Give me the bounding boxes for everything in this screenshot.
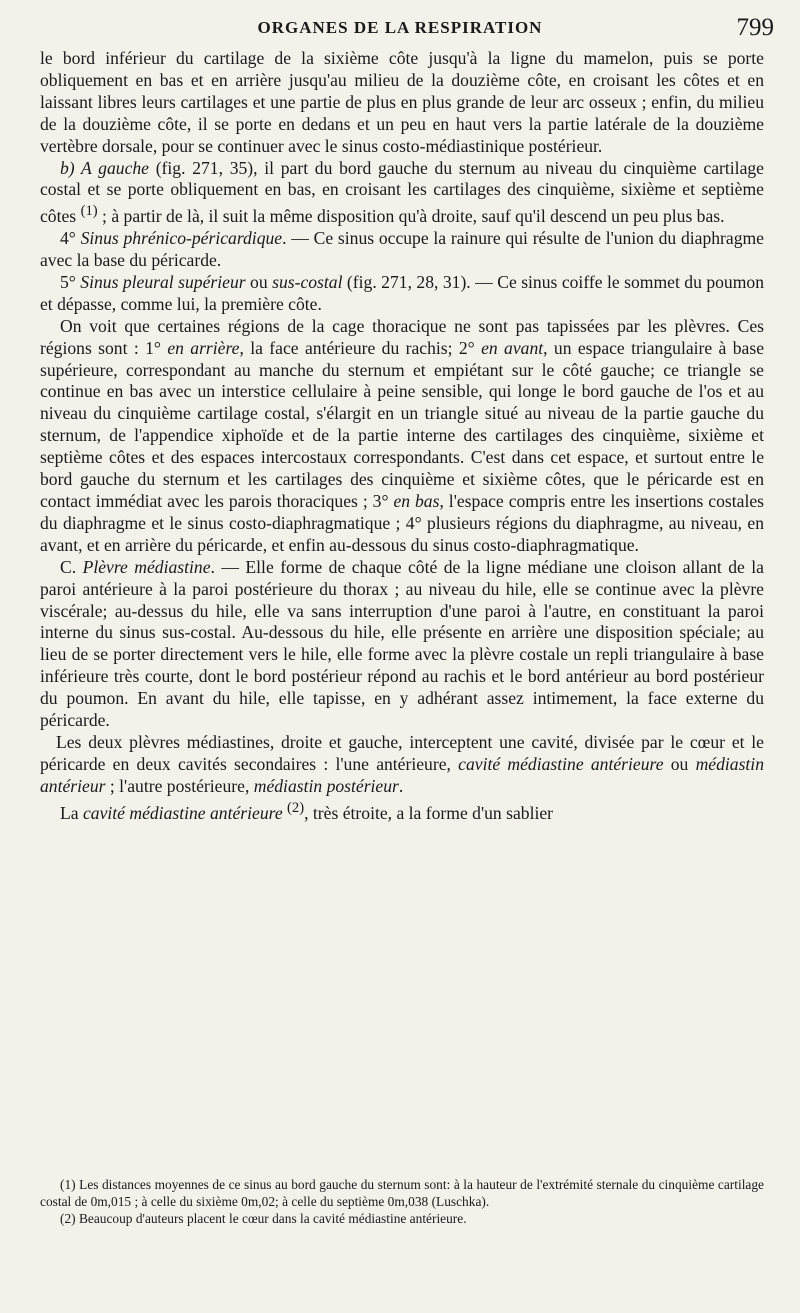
paragraph: C. Plèvre médiastine. — Elle forme de chaque côté de la ligne médiane une cloison allant de la paroi antérieure à la paroi postérieure du thorax ; au niveau du hile, elle se continue avec la plèvre viscérale; au-dessus du hile, elle va sans interruption d'une paroi à l'autre, en constituant la paroi interne du sinus sus-costal. Au-dessous du hile, elle présente en arrière une disposition spéciale; au lieu de se porter directement vers le hile, elle forme avec la plèvre costale un repli triangulaire à base inférieure très courte, dont le bord postérieur répond au rachis et le bord antérieur au bord postérieur du poumon. En avant du hile, elle tapisse, en y adhérant assez intimement, la face externe du péricarde. [40,556,764,731]
paragraph: 4° Sinus phrénico-péricardique. — Ce sinus occupe la rainure qui résulte de l'union du diaphragme avec la base du péricarde. [40,228,764,271]
paragraph: On voit que certaines régions de la cage thoracique ne sont pas tapissées par les plèvres. Ces régions sont : 1° en arrière, la face antérieure du rachis; 2° en avant, un espace triangulaire à base supérieure, correspondant au manche du sternum et empiétant sur le côté gauche; ce triangle se continue en bas avec un interstice cellulaire à peine sensible, qui longe le bord gauche de l'os et au niveau du cinquième cartilage costal, s'élargit en un triangle situé au niveau de la partie gauche du sternum, de l'appendice xiphoïde et de la partie interne des cartilages des cinquième, sixième et septième côtes et des espaces intercostaux correspondants. C'est dans cet espace, et surtout entre le bord gauche du sternum et les cartilages des cinquième et sixième côtes, que le péricarde est en contact immédiat avec les parois thoraciques ; 3° en bas, l'espace compris entre les insertions costales du diaphragme et le sinus costo-diaphragmatique ; 4° plusieurs régions du diaphragme, au niveau, en avant, et en arrière du péricarde, et enfin au-dessous du sinus costo-diaphragmatique. [40,315,764,555]
page-number: 799 [736,14,774,41]
paragraph: 5° Sinus pleural supérieur ou sus-costal (fig. 271, 28, 31). — Ce sinus coiffe le sommet du poumon et dépasse, comme lui, la première côte. [40,271,765,314]
paragraph: Les deux plèvres médiastines, droite et gauche, interceptent une cavité, divisée par le cœur et le péricarde en deux cavités secondaires : l'une antérieure, cavité médiastine antérieure ou médiastin antérieur ; l'autre postérieure, médiastin postérieur. [40,731,764,796]
page-header [0,14,800,44]
paragraph: b) A gauche (fig. 271, 35), il part du bord gauche du sternum au niveau du cinquième cartilage costal et se porte obliquement en bas, en croisant les cartilages des cinquième, sixième et septième côtes $^{(1)}$ ; à partir de là, il suit la même disposition qu'à droite, sauf qu'il descend un peu plus bas. [40,157,764,227]
footnotes [40,1176,764,1228]
running-title: ORGANES DE LA RESPIRATION [257,18,543,37]
footnote: (2) Beaucoup d'auteurs placent le cœur dans la cavité médiastine antérieure. [60,1211,467,1227]
paragraph: La cavité médiastine antérieure $^{(2)}$, très étroite, a la forme d'un sablier [60,799,554,823]
body-text [40,48,764,824]
footnote: (1) Les distances moyennes de ce sinus au bord gauche du sternum sont: à la hauteur de l'extrémité sternale du cinquième cartilage costal de 0m,015 ; à celle du sixième 0m,02; à celle du septième 0m,038 (Luschka). [40,1177,764,1210]
paragraph: le bord inférieur du cartilage de la sixième côte jusqu'à la ligne du mamelon, puis se porte obliquement en bas et en arrière jusqu'au milieu de la douzième côte, en croisant les côtes et en laissant libres leurs cartilages et une partie de plus en plus grande de leur arc osseux ; enfin, du milieu de la douzième côte, il se porte en dedans et un peu en haut vers la partie latérale de la douzième vertèbre dorsale, pour se continuer avec le sinus costo-médiastinique postérieur. [40,48,764,156]
